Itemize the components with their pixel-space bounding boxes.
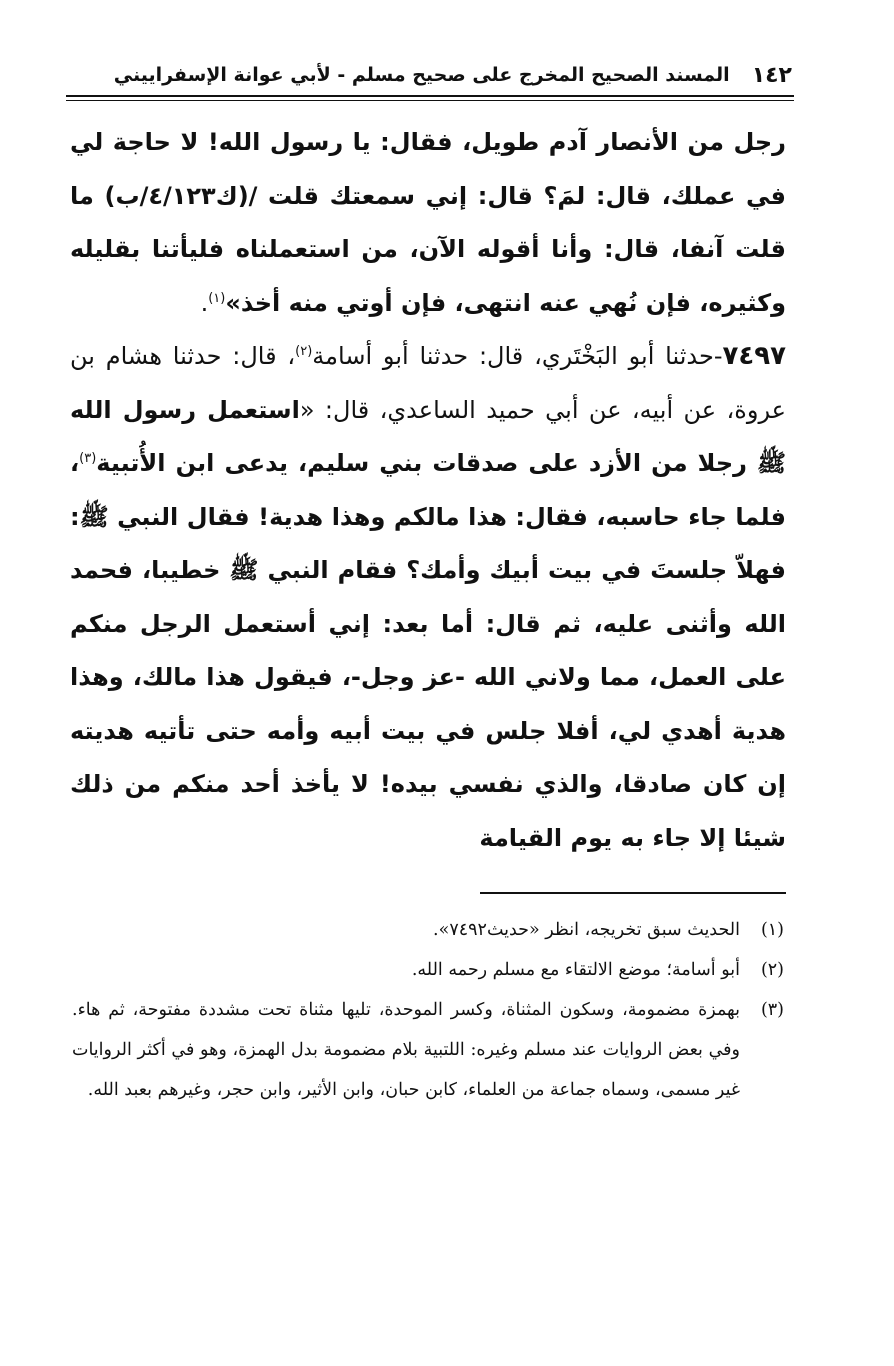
matn-text-1: استعمل رسول الله ﷺ رجلا من الأزد على صدقات بني سليم، يدعى ابن الأُتبية [70, 395, 786, 477]
isnad-text-1: -حدثنا أبو البَخْتَري، قال: حدثنا أبو أسامة [312, 342, 723, 370]
footnote-item [72, 910, 784, 950]
paragraph-hadith-7497 [70, 330, 786, 865]
footnote-ref-3: (٣) [79, 451, 97, 466]
footnote-number: (٢) [760, 960, 784, 980]
main-text [70, 116, 786, 865]
footnote-item [72, 990, 784, 1110]
page-number: ١٤٢ [751, 62, 792, 88]
footnote-number: (٣) [760, 1000, 784, 1020]
running-header [66, 56, 792, 94]
running-title: المسند الصحيح المخرج على صحيح مسلم - لأبي عوانة الإسفراييني [113, 64, 730, 86]
paragraph-end-mark: . [200, 288, 209, 317]
footnote-ref-2: (٢) [295, 344, 313, 359]
hadith-number: ٧٤٩٧ [722, 341, 786, 371]
footnote-text: أبو أسامة؛ موضع الالتقاء مع مسلم رحمه الله. [411, 960, 740, 980]
footnotes [72, 910, 784, 1110]
footnote-item [72, 950, 784, 990]
footnote-ref-1: (١) [208, 290, 226, 306]
matn-text-2: ، فلما جاء حاسبه، فقال: هذا مالكم وهذا هدية! فقال النبي ﷺ: فهلاّ جلستَ في بيت أبيك وأمك؟ فقام النبي ﷺ خطيبا، فحمد الله وأثنى عليه، ثم قال: أما بعد: إني أستعمل الرجل منكم على العمل، مما ولاني الله -عز وجل-، فيقول هذا مالك، وهذا هدية أهدي لي، أفلا جلس في بيت أبيه وأمه حتى تأتيه هديته إن كان صادقا، والذي نفسي بيده! لا يأخذ أحد منكم من ذلك شيئا إلا جاء به يوم القيامة [70, 449, 786, 852]
footnote-text: الحديث سبق تخريجه، انظر «حديث٧٤٩٢». [433, 920, 740, 940]
isnad-text-2: ، قال: حدثنا هشام بن عروة، عن أبيه، عن أبي حميد الساعدي، قال: « [70, 342, 787, 424]
header-rule-thin [66, 100, 794, 101]
paragraph-continuation [70, 116, 786, 330]
hadith-continuation-text: رجل من الأنصار آدم طويل، فقال: يا رسول الله! لا حاجة لي في عملك، قال: لمَ؟ قال: إني سمعتك قلت /(ك٤/١٢٣/ب) ما قلت آنفا، قال: وأنا أقوله الآن، من استعملناه فليأتنا بقليله وكثيره، فإن نُهي عنه انتهى، فإن أوتي منه أخذ» [70, 128, 787, 317]
footnote-separator [480, 892, 786, 894]
footnote-number: (١) [760, 920, 784, 940]
footnote-text: بهمزة مضمومة، وسكون المثناة، وكسر الموحدة، تليها مثناة تحت مشددة مفتوحة، ثم هاء. وفي بعض الروايات عند مسلم وغيره: اللتبية بلام مضمومة بدل الهمزة، وهو في أكثر الروايات غير مسمى، وسماه جماعة من العلماء، كابن حبان، وابن الأثير، وابن حجر، وغيرهم بعبد الله. [72, 1000, 740, 1100]
header-rule-thick [66, 95, 794, 97]
